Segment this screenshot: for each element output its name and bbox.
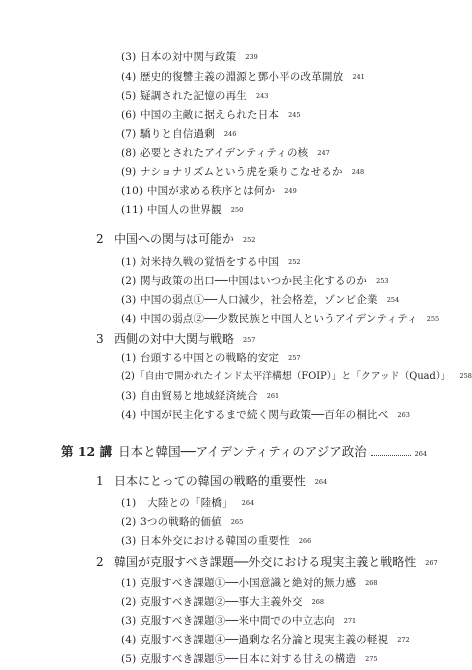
toc-section xyxy=(96,333,255,345)
toc-item-page: 265 xyxy=(230,518,244,526)
toc-item-label: (4) 中国が民主化するまで続く関与政策──百年の桐比べ xyxy=(121,409,389,421)
toc-item xyxy=(121,635,410,646)
toc-item xyxy=(121,110,301,121)
toc-item-label: (10) 中国が求める秩序とは何か xyxy=(121,185,276,197)
toc-item xyxy=(121,129,236,140)
toc-item-label: (5) 疑調された記憶の再生 xyxy=(121,90,248,102)
section-page: 267 xyxy=(425,559,438,567)
toc-item xyxy=(121,616,356,627)
toc-item-label: (4) 中国の弱点②──少数民族と中国人というアイデンティティ xyxy=(121,313,418,325)
toc-item-page: 258 xyxy=(459,372,472,380)
toc-item-page: 243 xyxy=(256,92,269,100)
toc-item xyxy=(121,498,254,509)
toc-item xyxy=(121,72,365,83)
toc-item xyxy=(121,314,439,325)
toc-item xyxy=(121,167,364,178)
toc-item xyxy=(121,276,388,287)
section-title: 日本にとっての韓国の戦略的重要性 xyxy=(114,474,306,488)
chapter-title: 日本と韓国──アイデンティティのアジア政治 xyxy=(118,444,367,459)
toc-item xyxy=(121,654,378,665)
section-title: 中国への関与は可能か xyxy=(114,232,235,246)
toc-item-page: 263 xyxy=(397,411,410,419)
section-number: 2 xyxy=(96,555,104,569)
toc-section xyxy=(96,556,438,568)
chapter-label: 第 12 講 xyxy=(61,444,113,459)
toc-item xyxy=(121,205,243,216)
toc-item xyxy=(121,410,410,421)
toc-item xyxy=(121,91,268,102)
toc-item-label: (2) 克服すべき課題②──事大主義外交 xyxy=(121,596,303,608)
dotted-leader xyxy=(371,455,411,456)
toc-item-page: 247 xyxy=(317,149,330,157)
toc-item-page: 272 xyxy=(397,636,410,644)
toc-item-label: (3) 中国の弱点①──人口減少，社会格差，ゾンビ企業 xyxy=(121,294,378,306)
toc-item-page: 245 xyxy=(288,111,301,119)
toc-item-page: 248 xyxy=(351,168,365,176)
toc-item xyxy=(121,391,279,402)
toc-item-page: 275 xyxy=(365,655,378,663)
toc-item-label: (2) 3つの戦略的価値 xyxy=(121,516,222,528)
toc-item-label: (4) 克服すべき課題④──過剰な名分論と現実主義の軽視 xyxy=(121,634,389,646)
toc-item xyxy=(121,186,297,197)
toc-item xyxy=(121,517,243,528)
toc-section xyxy=(96,233,255,245)
toc-item-label: (3) 自由貿易と地域経済統合 xyxy=(121,390,258,402)
toc-item-label: (3) 日本外交における韓国の重要性 xyxy=(121,535,290,547)
toc-item-label: (11) 中国人の世界観 xyxy=(121,204,222,216)
toc-section xyxy=(96,475,327,487)
chapter-page: 264 xyxy=(414,450,427,458)
toc-item xyxy=(121,536,311,547)
toc-item-label: (1) 対米持久戦の覚悟をする中国 xyxy=(121,256,280,268)
toc-item-page: 252 xyxy=(288,258,301,266)
toc-item-label: (7) 驕りと自信過剰 xyxy=(121,128,215,140)
toc-item-page: 246 xyxy=(223,130,237,138)
section-page: 252 xyxy=(243,236,256,244)
toc-item-label: (8) 必要とされたアイデンティティの核 xyxy=(121,147,309,159)
toc-item-page: 268 xyxy=(365,579,378,587)
toc-item-page: 239 xyxy=(245,53,258,61)
section-page: 257 xyxy=(243,336,256,344)
section-title: 韓国が克服すべき課題──外交における現実主義と戦略性 xyxy=(114,555,417,569)
toc-item-label: (1) 克服すべき課題①──小国意識と絶対的無力感 xyxy=(121,577,357,589)
toc-item xyxy=(121,353,301,364)
toc-item xyxy=(121,597,324,608)
toc-item-label: (1) 台頭する中国との戦略的安定 xyxy=(121,352,280,364)
toc-item xyxy=(121,372,472,382)
toc-item xyxy=(121,148,330,159)
toc-item-page: 257 xyxy=(288,354,301,362)
toc-item-label: (3) 克服すべき課題③──米中間での中立志向 xyxy=(121,615,335,627)
toc-item-label: (1) 大陸との「陸橋」 xyxy=(121,497,233,509)
toc-item-page: 271 xyxy=(343,617,357,625)
section-number: 2 xyxy=(96,232,104,246)
toc-item-page: 261 xyxy=(266,392,280,400)
toc-item-page: 241 xyxy=(352,73,365,81)
section-number: 3 xyxy=(96,332,104,346)
toc-item-label: (2) 関与政策の出口──中国はいつか民主化するのか xyxy=(121,275,368,287)
section-number: 1 xyxy=(96,474,104,488)
toc-item-page: 249 xyxy=(284,187,297,195)
toc-item-page: 266 xyxy=(298,537,312,545)
toc-item xyxy=(121,295,399,306)
toc-item-label: (6) 中国の主敵に据えられた日本 xyxy=(121,109,280,121)
toc-item-label: (2)「自由で開かれたインド太平洋構想（FOIP）」と「クアッド（Quad）」 xyxy=(121,371,451,382)
toc-item-label: (3) 日本の対中関与政策 xyxy=(121,51,237,63)
toc-item-label: (5) 克服すべき課題⑤──日本に対する甘えの構造 xyxy=(121,653,357,665)
toc-item-page: 250 xyxy=(230,206,244,214)
toc-item-page: 254 xyxy=(386,296,400,304)
toc-item-label: (4) 歴史的復讐主義の淵源と鄧小平の改革開放 xyxy=(121,71,344,83)
toc-item xyxy=(121,257,301,268)
toc-item-page: 255 xyxy=(426,315,440,323)
toc-item-label: (9) ナショナリズムという虎を乗りこなせるか xyxy=(121,166,343,178)
toc-item xyxy=(121,578,378,589)
section-page: 264 xyxy=(314,478,328,486)
toc-item-page: 268 xyxy=(311,598,325,606)
toc-item-page: 264 xyxy=(241,499,255,507)
toc-chapter xyxy=(61,446,427,459)
toc-item-page: 253 xyxy=(376,277,389,285)
section-title: 西側の対中大関与戦略 xyxy=(114,332,235,346)
toc-item xyxy=(121,52,258,63)
